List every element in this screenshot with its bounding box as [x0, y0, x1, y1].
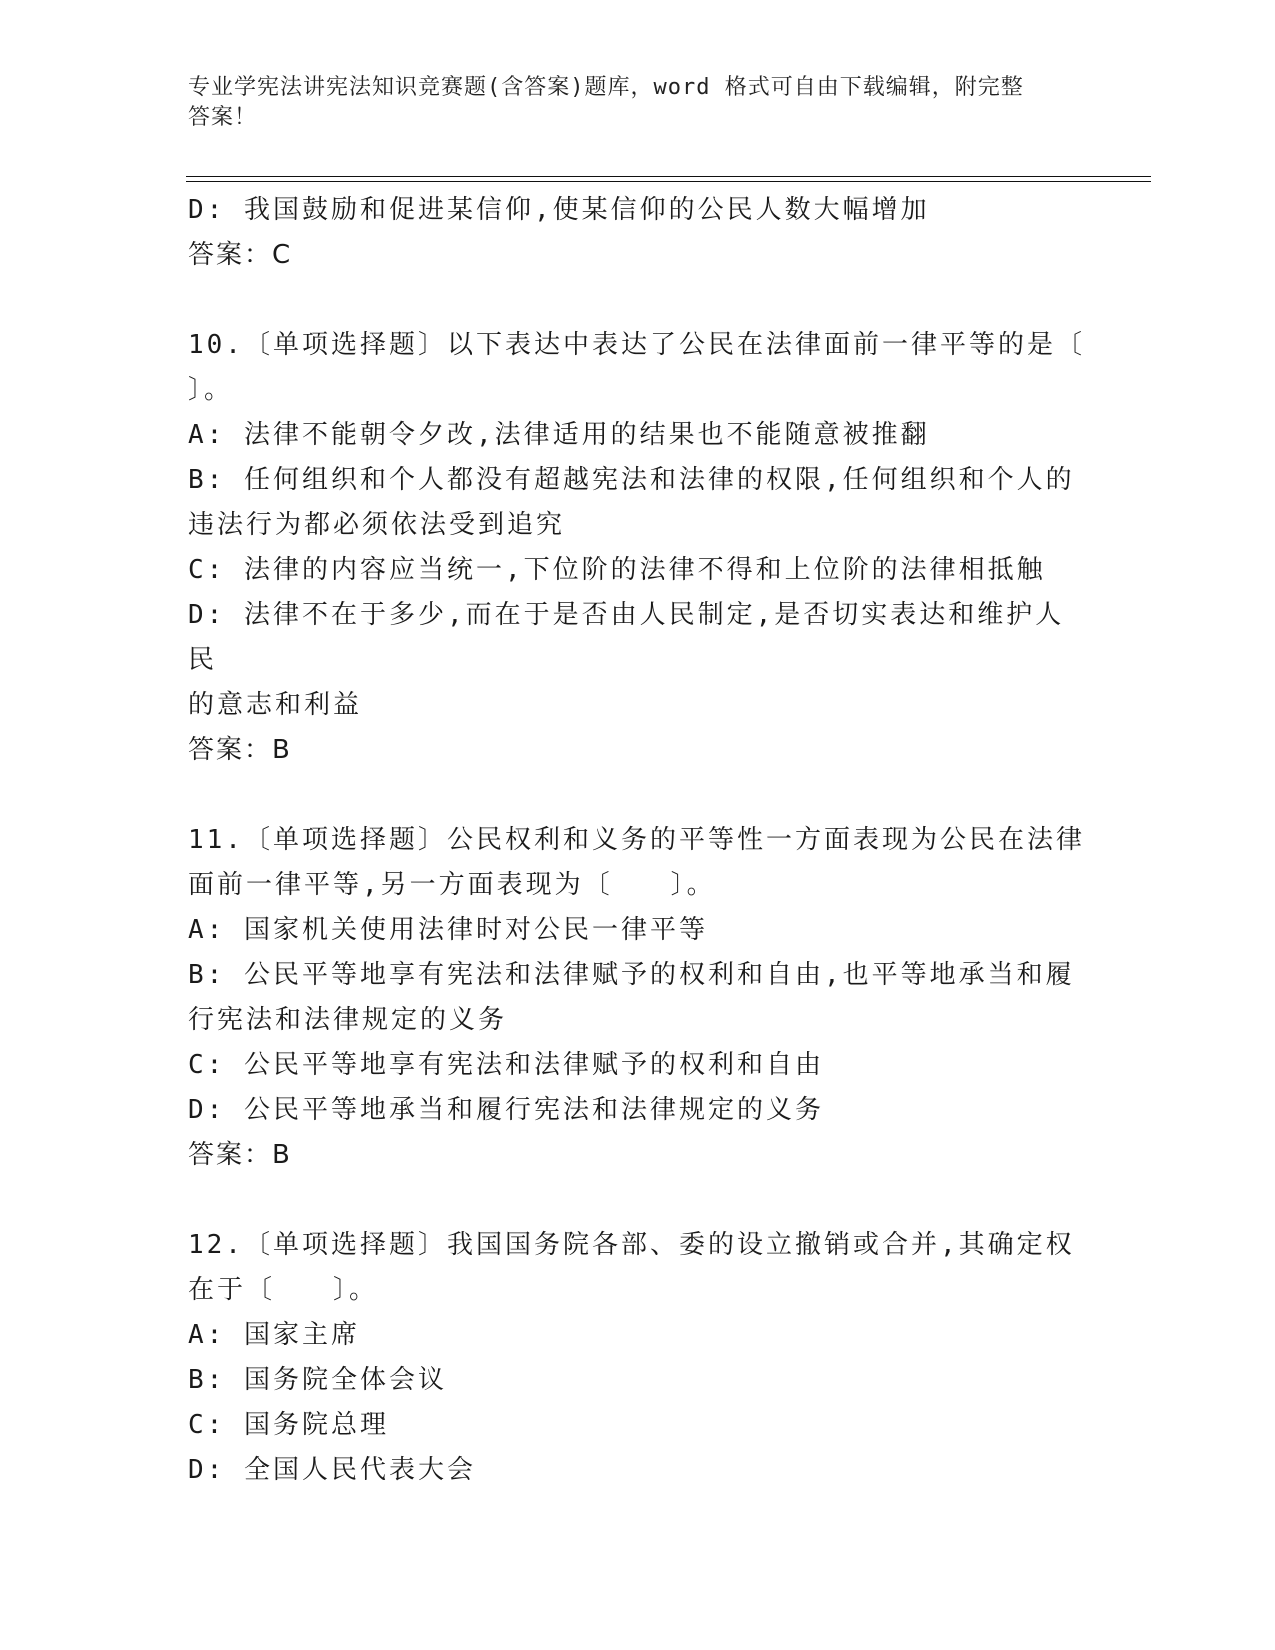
- answer-label: 答案：B: [188, 735, 292, 765]
- previous-question-tail: [188, 188, 1088, 278]
- header-divider: [186, 176, 1151, 182]
- question-stem: 12.〔单项选择题〕我国国务院各部、委的设立撤销或合并,其确定权: [188, 1230, 1075, 1260]
- option-b-continued: 违法行为都必须依法受到追究: [188, 510, 566, 540]
- header-text-line-2: 答案！: [188, 105, 258, 130]
- spacer: [188, 1178, 1088, 1223]
- option-b: B: 任何组织和个人都没有超越宪法和法律的权限,任何组织和个人的: [188, 465, 1075, 495]
- question-stem: 10.〔单项选择题〕以下表达中表达了公民在法律面前一律平等的是〔: [188, 330, 1085, 360]
- option-b: B: 公民平等地享有宪法和法律赋予的权利和自由,也平等地承当和履: [188, 960, 1075, 990]
- spacer: [188, 278, 1088, 323]
- question-stem-continued: 〕。: [188, 375, 234, 405]
- option-c: C: 国务院总理: [188, 1410, 389, 1440]
- option-d: D: 公民平等地承当和履行宪法和法律规定的义务: [188, 1095, 824, 1125]
- header-text-line-1: 专业学宪法讲宪法知识竞赛题(含答案)题库，word 格式可自由下载编辑，附完整: [188, 75, 1024, 100]
- question-10: [188, 323, 1088, 773]
- question-stem-continued: 面前一律平等,另一方面表现为〔 〕。: [188, 870, 716, 900]
- option-d: D: 全国人民代表大会: [188, 1455, 476, 1485]
- spacer: [188, 773, 1088, 818]
- option-c: C: 法律的内容应当统一,下位阶的法律不得和上位阶的法律相抵触: [188, 555, 1046, 585]
- option-b: B: 国务院全体会议: [188, 1365, 447, 1395]
- option-d-continued: 的意志和利益: [188, 690, 363, 720]
- option-c: C: 公民平等地享有宪法和法律赋予的权利和自由: [188, 1050, 824, 1080]
- option-d: D: 法律不在于多少,而在于是否由人民制定,是否切实表达和维护人民: [188, 600, 1065, 675]
- question-stem-continued: 在于〔 〕。: [188, 1275, 379, 1305]
- question-12: [188, 1223, 1088, 1493]
- answer-label: 答案：B: [188, 1140, 292, 1170]
- page-header: [188, 73, 1068, 133]
- question-stem: 11.〔单项选择题〕公民权利和义务的平等性一方面表现为公民在法律: [188, 825, 1085, 855]
- option-a: A: 国家机关使用法律时对公民一律平等: [188, 915, 708, 945]
- question-11: [188, 818, 1088, 1178]
- option-d: D: 我国鼓励和促进某信仰,使某信仰的公民人数大幅增加: [188, 195, 930, 225]
- option-b-continued: 行宪法和法律规定的义务: [188, 1005, 508, 1035]
- option-a: A: 国家主席: [188, 1320, 360, 1350]
- answer-label: 答案：C: [188, 240, 293, 270]
- option-a: A: 法律不能朝令夕改,法律适用的结果也不能随意被推翻: [188, 420, 930, 450]
- question-content: [188, 188, 1088, 1493]
